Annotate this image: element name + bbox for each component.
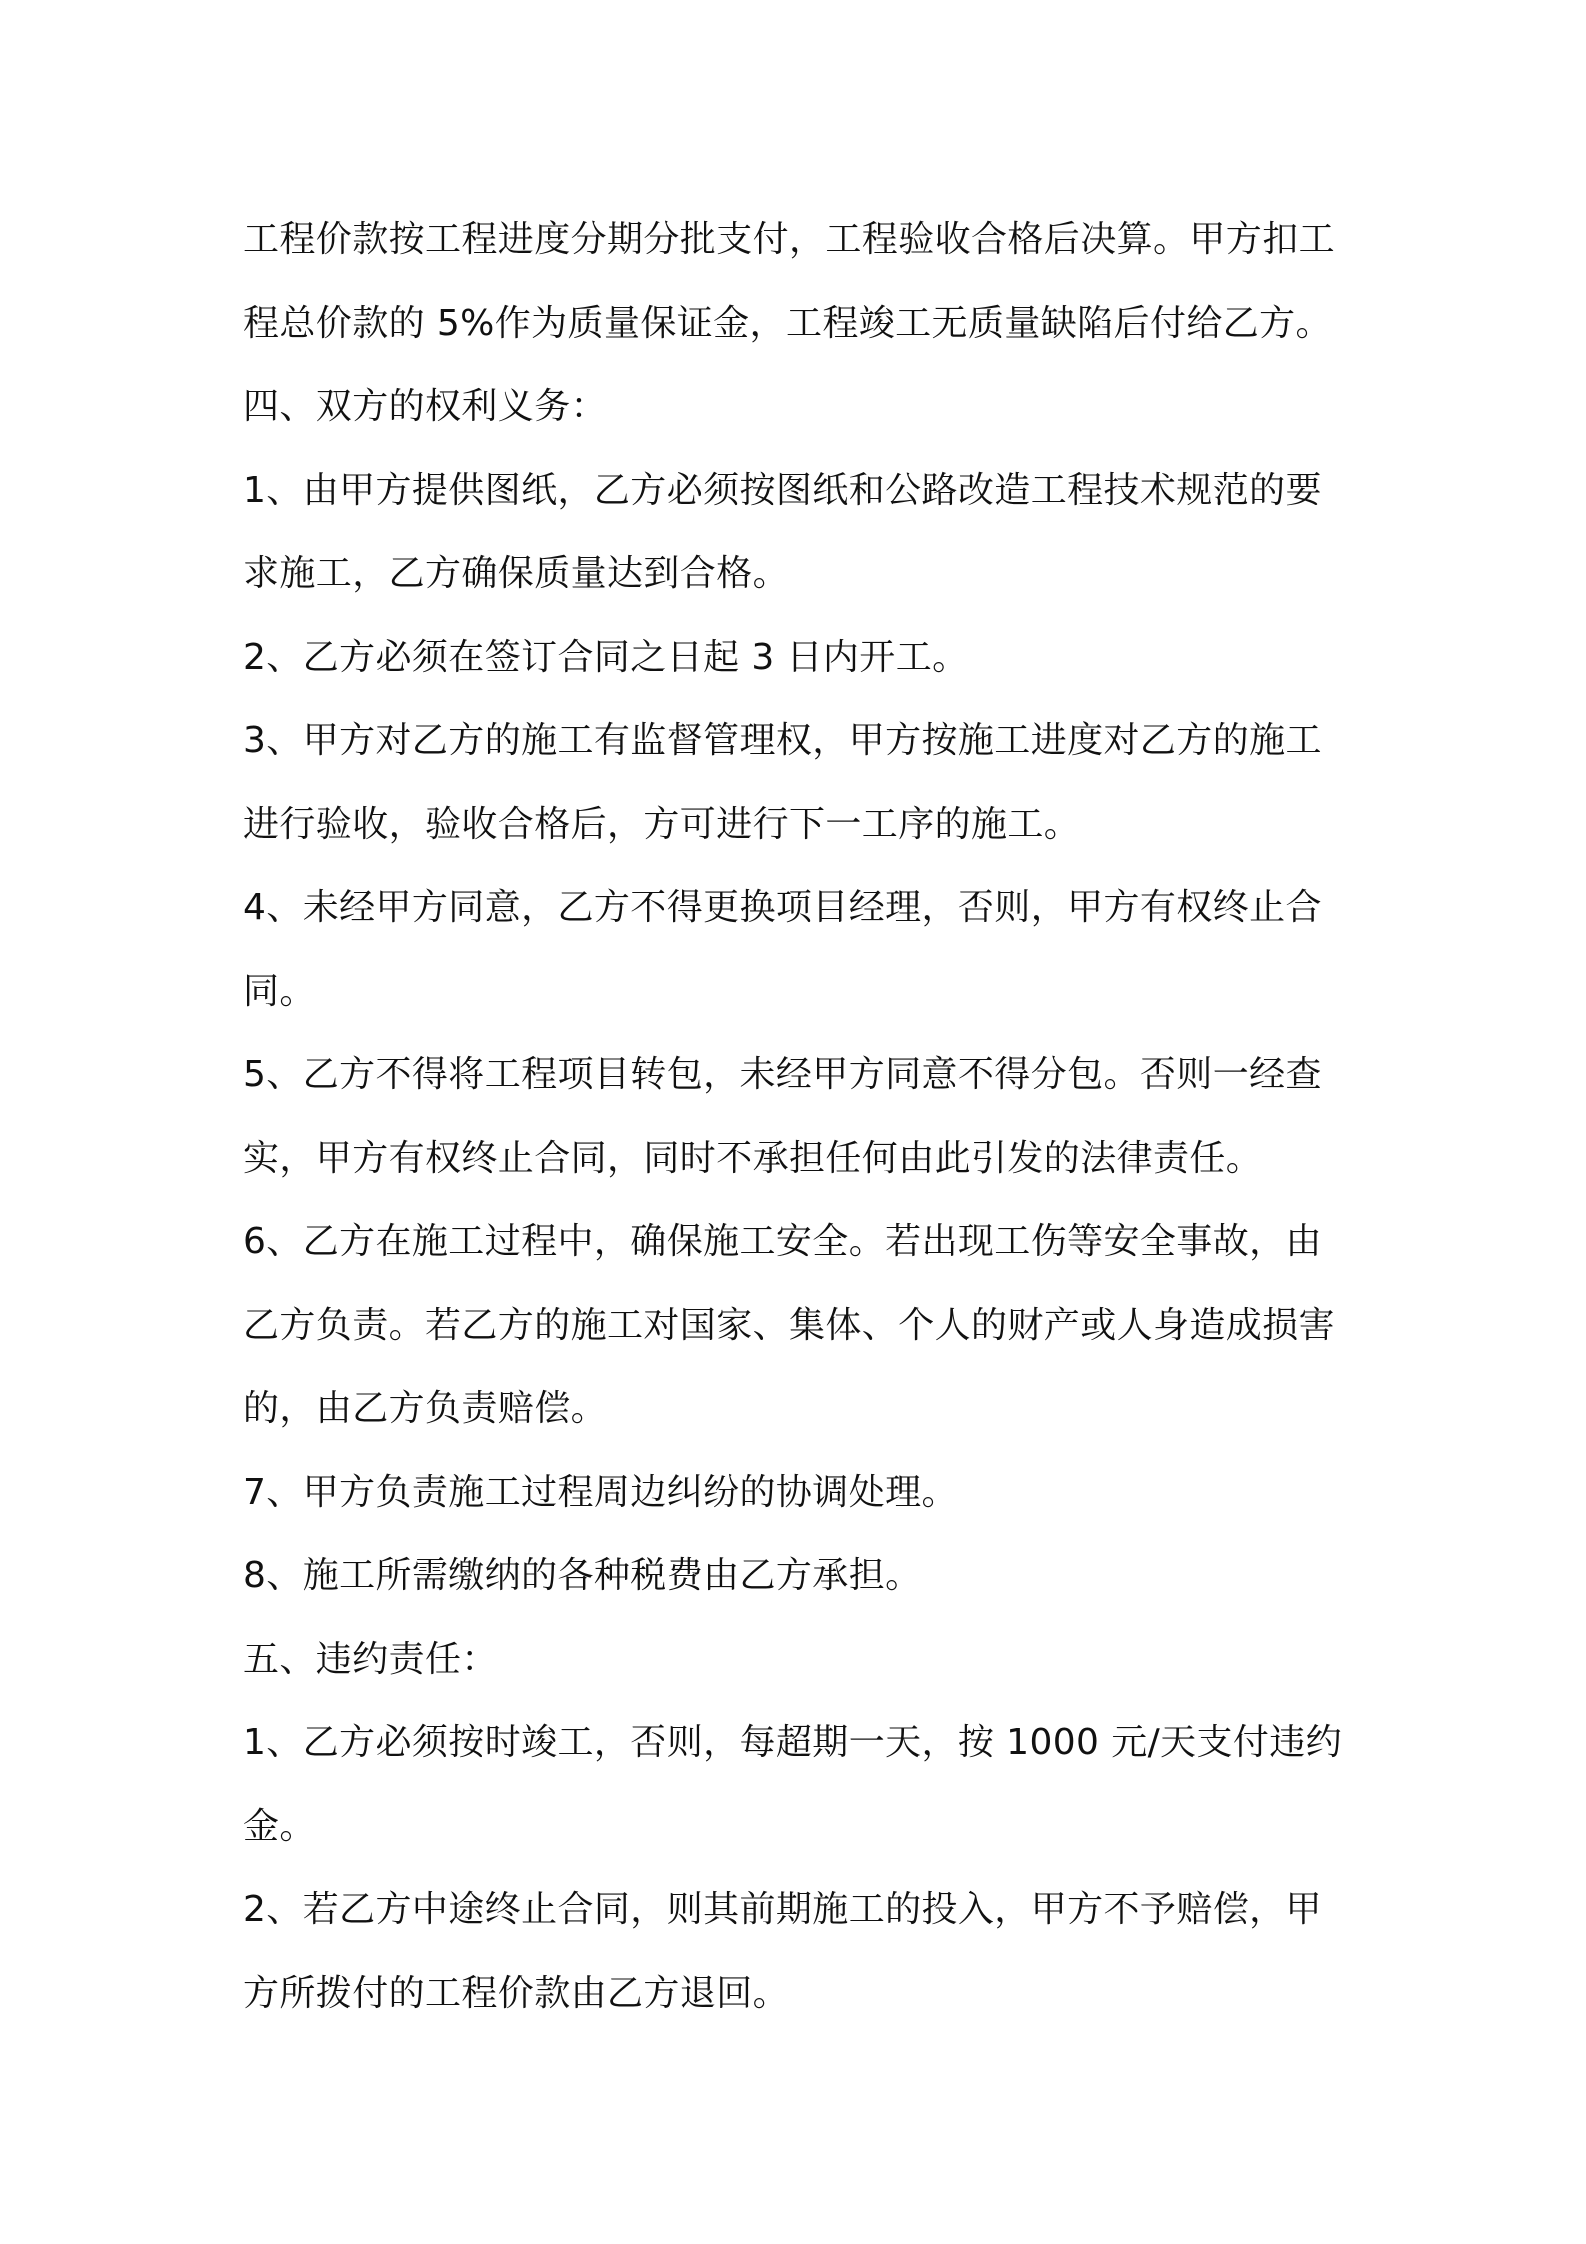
text-line: 1、由甲方提供图纸，乙方必须按图纸和公路改造工程技术规范的要	[243, 469, 1322, 511]
text-line: 同。	[243, 970, 316, 1012]
text-line: 3、甲方对乙方的施工有监督管理权，甲方按施工进度对乙方的施工	[243, 720, 1322, 761]
text-line: 2、若乙方中途终止合同，则其前期施工的投入，甲方不予赔偿，甲	[243, 1889, 1322, 1930]
text-line: 工程价款按工程进度分期分批支付，工程验收合格后决算。甲方扣工	[243, 219, 1336, 260]
text-line: 方所拨付的工程价款由乙方退回。	[243, 1972, 790, 2014]
section-heading-rights-obligations: 四、双方的权利义务：	[243, 386, 608, 427]
text-line: 金。	[243, 1805, 316, 1847]
section-heading-breach-liability: 五、违约责任：	[243, 1638, 498, 1680]
text-line: 6、乙方在施工过程中，确保施工安全。若出现工伤等安全事故，由	[243, 1221, 1322, 1262]
text-line: 乙方负责。若乙方的施工对国家、集体、个人的财产或人身造成损害	[243, 1304, 1336, 1346]
text-line: 8、施工所需缴纳的各种税费由乙方承担。	[243, 1555, 922, 1596]
text-line: 进行验收，验收合格后，方可进行下一工序的施工。	[243, 803, 1081, 845]
text-line: 5、乙方不得将工程项目转包，未经甲方同意不得分包。否则一经查	[243, 1054, 1322, 1095]
text-line: 7、甲方负责施工过程周边纠纷的协调处理。	[243, 1471, 958, 1513]
text-line: 程总价款的 5%作为质量保证金，工程竣工无质量缺陷后付给乙方。	[243, 302, 1332, 344]
text-line: 4、未经甲方同意，乙方不得更换项目经理，否则，甲方有权终止合	[243, 887, 1322, 928]
text-line: 2、乙方必须在签订合同之日起 3 日内开工。	[243, 636, 969, 678]
document-body	[243, 198, 1363, 2035]
text-line: 实，甲方有权终止合同，同时不承担任何由此引发的法律责任。	[243, 1137, 1263, 1179]
text-line: 的，由乙方负责赔偿。	[243, 1388, 608, 1429]
text-line: 1、乙方必须按时竣工，否则，每超期一天，按 1000 元/天支付违约	[243, 1722, 1343, 1763]
text-line: 求施工，乙方确保质量达到合格。	[243, 553, 790, 594]
